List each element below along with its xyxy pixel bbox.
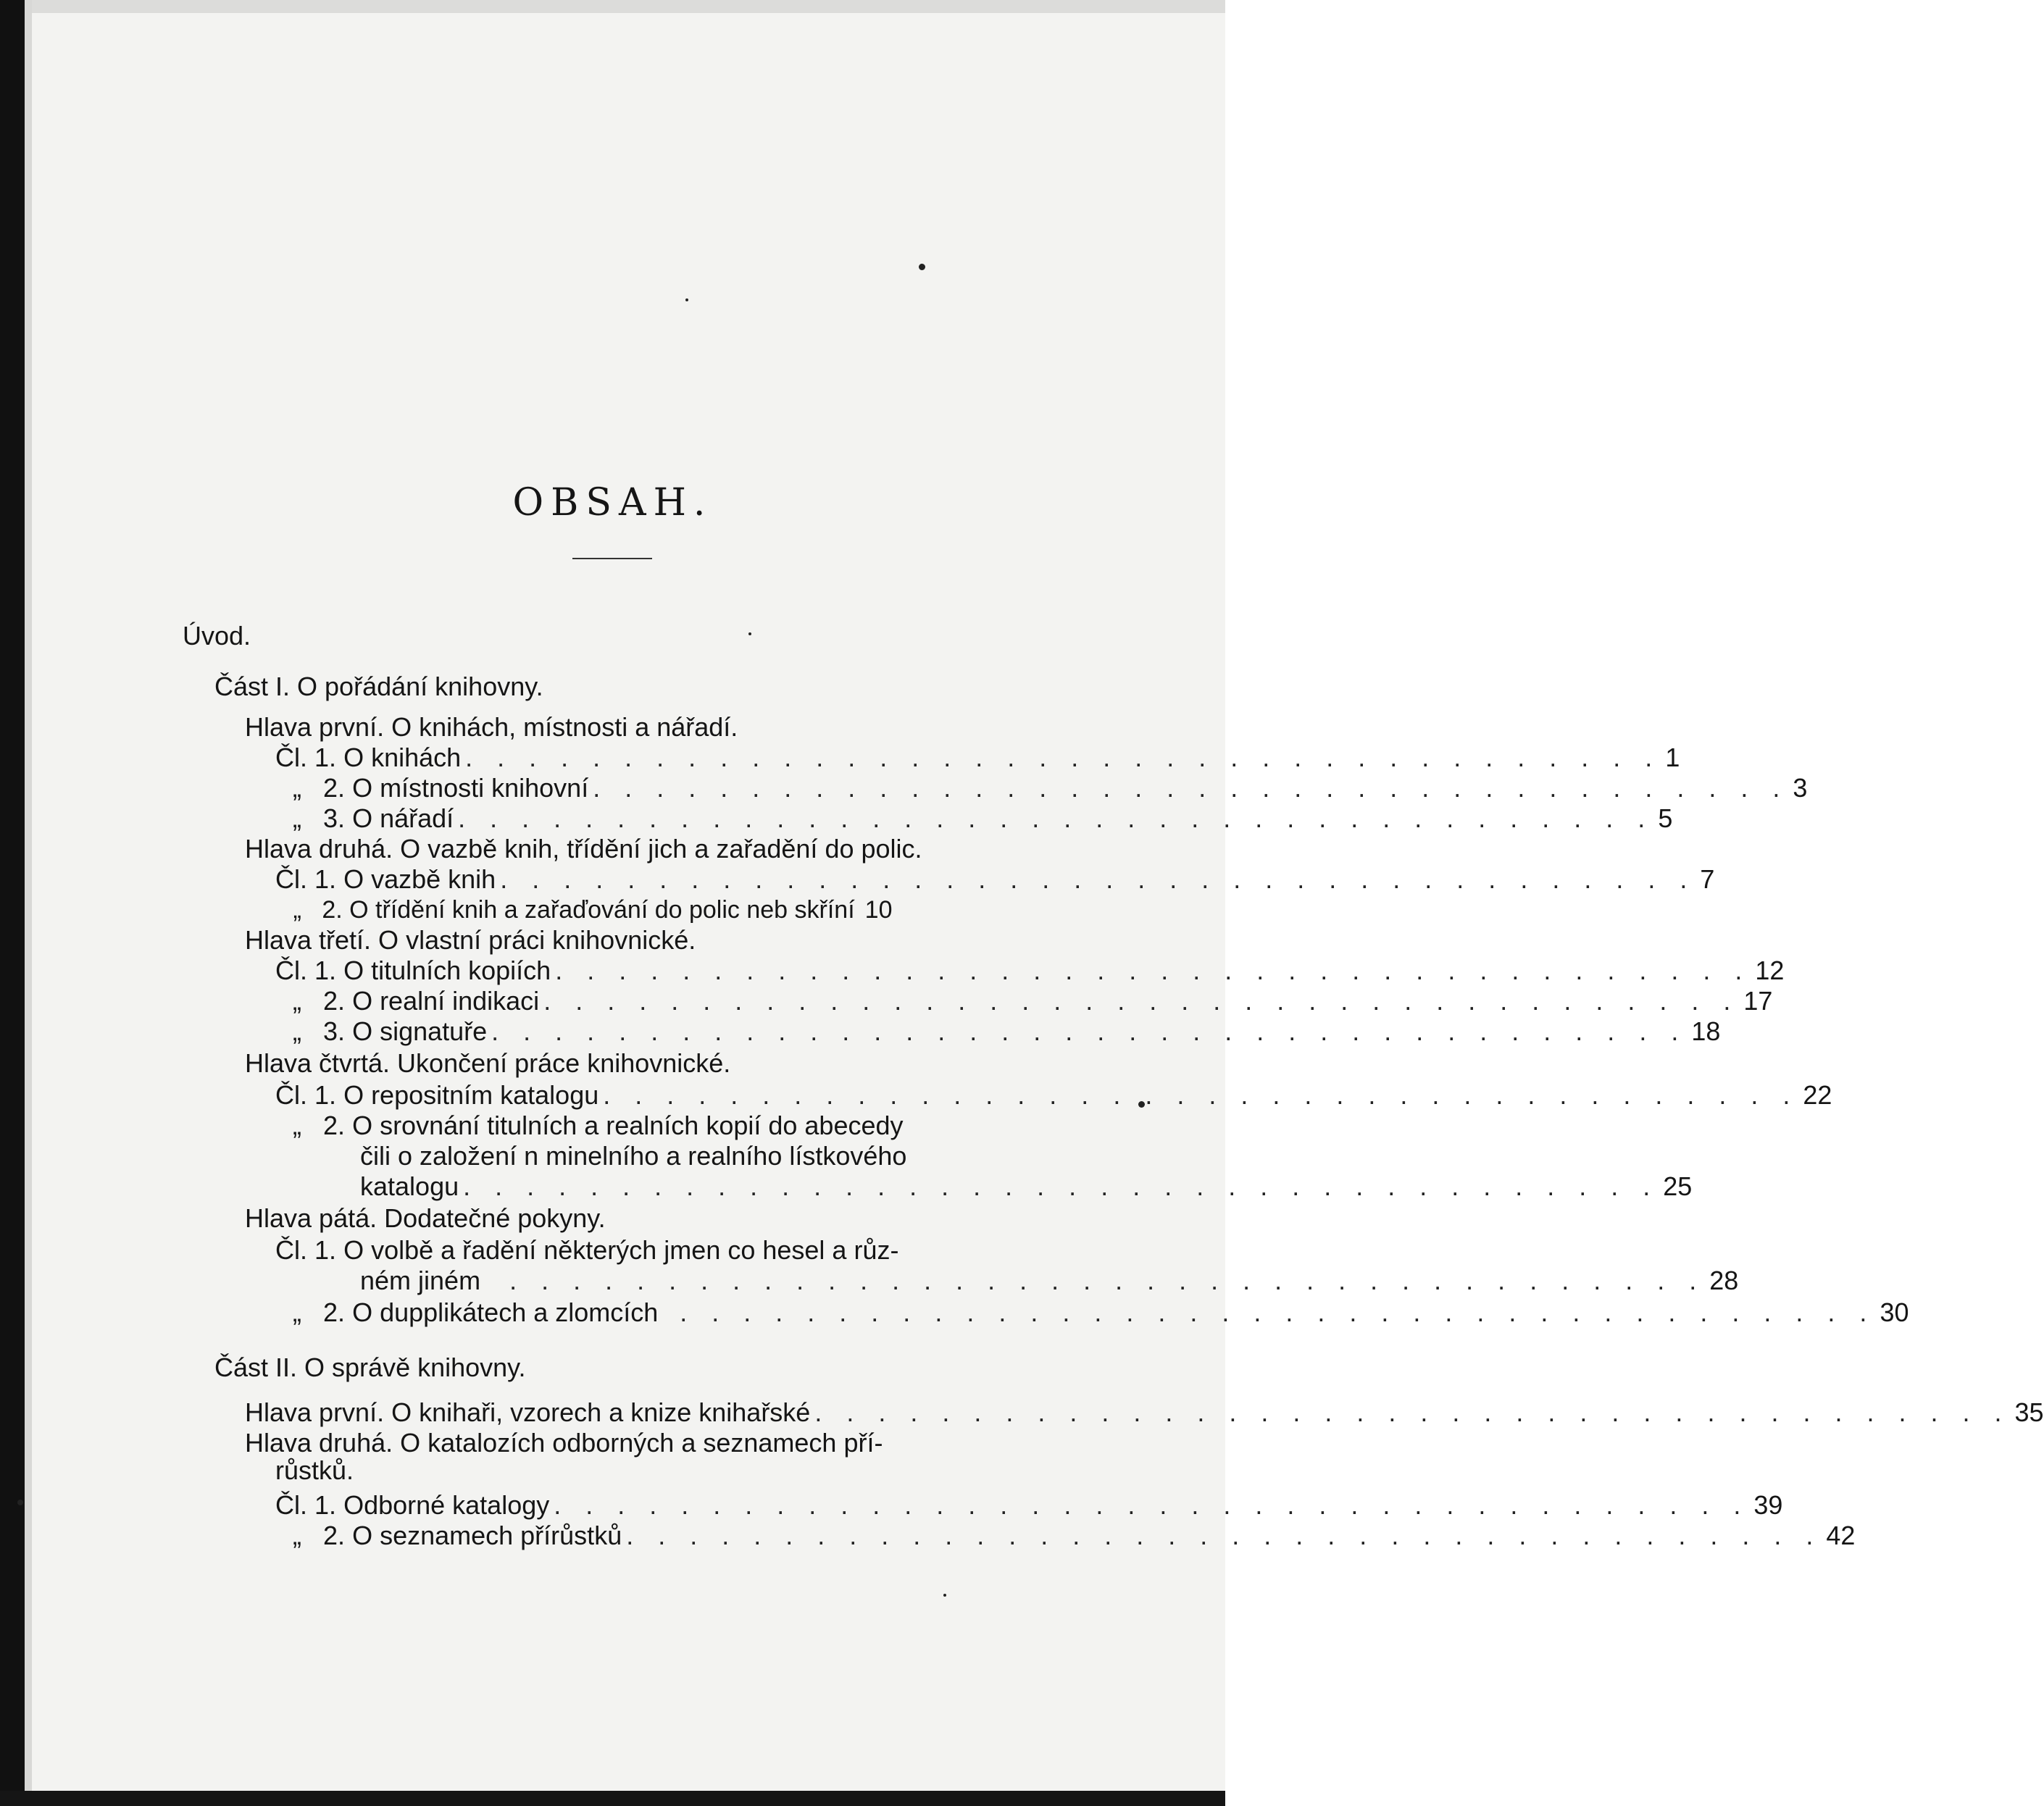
toc-leader-dots: . . . . . . . . . . . . . . . . . . . . . . . . . . . . . . . . . . . . . . (814, 1397, 2011, 1427)
toc-page-number: 7 (1700, 864, 1715, 894)
toc-page-number: 25 (1663, 1171, 1693, 1201)
toc-entry-prefix: Čl. (275, 1080, 307, 1110)
toc-entry-multiline (275, 1234, 898, 1266)
toc-entry-prefix: Čl. (275, 1490, 307, 1520)
toc-page-number: 3 (1793, 773, 1808, 803)
toc-part-1-heading: Část I. O pořádání knihovny. (214, 672, 543, 701)
toc-entry (275, 1016, 1721, 1048)
toc-entry-prefix: Čl. (275, 864, 307, 894)
toc-chapter-heading-line-1: Hlava druhá. O katalozích odborných a seznamech pří- (245, 1428, 883, 1458)
toc-entry-continuation (360, 1265, 1739, 1297)
toc-leader-dots: . . . . . . . . . . . . . . . . . . . . . . . . . . . . . . . . . . . . . . (555, 956, 1751, 985)
toc-page-number: 35 (2014, 1397, 2044, 1427)
toc-leader-dots: . . . . . . . . . . . . . . . . . . . . . . . . . . . . . . . . . . . . . . (458, 803, 1654, 833)
toc-entry-label-line-1: O volbě a řadění některých jmen co hesel a růz- (343, 1235, 899, 1265)
toc-page-number: 10 (864, 896, 893, 924)
toc-entry-prefix: Čl. (275, 1235, 307, 1265)
toc-leader-dots: . . . . . . . . . . . . . . . . . . . . . . . . . . . . . . . . . . . . . . (554, 1490, 1750, 1520)
toc-entry (275, 1520, 1856, 1552)
toc-entry-label: O repositním katalogu (343, 1080, 599, 1110)
toc-entry-prefix: „ (293, 1521, 301, 1550)
toc-entry-prefix: „ (293, 1016, 301, 1046)
toc-entry-continuation (360, 1171, 1693, 1203)
toc-entry-label: O třídění knih a zařaďování do polic neb skříní (349, 896, 855, 924)
toc-page-number: 28 (1709, 1266, 1739, 1295)
toc-part-2-heading: Část II. O správě knihovny. (214, 1353, 526, 1382)
toc-entry (275, 955, 1785, 987)
toc-entry (275, 1297, 1909, 1329)
toc-page-number: 39 (1753, 1490, 1783, 1520)
toc-entry-label: O nářadí (352, 803, 454, 833)
toc-entry (275, 894, 1074, 926)
toc-page-number: 5 (1658, 803, 1673, 833)
toc-entry-number: 1. (314, 864, 337, 894)
toc-entry (275, 742, 1680, 774)
toc-entry-number: 2. (322, 896, 343, 924)
toc-entry-number: 3. (323, 803, 346, 833)
toc-entry-number: 2. (323, 986, 346, 1016)
toc-leader-dots: . . . . . . . . . . . . . . . . . . . . . . . . . . . . . . . . . . . . . . (593, 773, 1789, 803)
toc-leader-dots: . . . . . . . . . . . . . . . . . . . . . . . . . . . . . . . . . . . . . . (603, 1080, 1799, 1110)
toc-page-number: 18 (1691, 1016, 1721, 1046)
toc-entry-label: O titulních kopiích (343, 956, 551, 985)
toc-entry (245, 1397, 2044, 1429)
toc-entry-number: 1. (314, 1235, 337, 1265)
toc-leader-dots: . . . . . . . . . . . . . . . . . . . . . . . . . . . . . . . . . . . . . . (463, 1171, 1659, 1201)
toc-leader-dots: . . . . . . . . . . . . . . . . . . . . . . . . . . . . . . . . . . . . . . (680, 1297, 1876, 1327)
toc-entry-label: Odborné katalogy (343, 1490, 550, 1520)
toc-page-number: 17 (1743, 986, 1773, 1016)
toc-entry-label: O vazbě knih (343, 864, 496, 894)
toc-page-number: 30 (1880, 1297, 1909, 1327)
toc-entry-number: 1. (314, 1490, 337, 1520)
toc-entry-label: O realní indikaci (352, 986, 540, 1016)
toc-entry (275, 1489, 1783, 1521)
toc-leader-dots: . . . . . . . . . . . . . . . . . . . . . . . . . . . . . . . . . . . . . . (491, 1016, 1688, 1046)
toc-entry-prefix: „ (293, 986, 301, 1016)
toc-chapter-heading-line-2: růstků. (275, 1455, 354, 1485)
toc-chapter-label: Hlava první. O knihaři, vzorech a knize knihařské (245, 1397, 811, 1427)
toc-entry-number: 2. (323, 773, 346, 803)
toc-entry-prefix: Čl. (275, 743, 307, 772)
toc-leader-dots: . . . . . . . . . . . . . . . . . . . . . . . . . . . . . . . . . . . . . . (500, 864, 1696, 894)
toc-leader-dots: . . . . . . . . . . . . . . . . . . . . . . . . . . . . . . . . . . . . . . (543, 986, 1740, 1016)
toc-chapter-heading: Hlava první. O knihách, místnosti a nářadí. (245, 712, 738, 742)
toc-entry-multiline (275, 1110, 904, 1142)
toc-entry-number: 1. (314, 1080, 337, 1110)
toc-entry-label-line-2: čili o založení n minelního a realního lístkového (360, 1141, 907, 1171)
toc-page-number: 42 (1826, 1521, 1856, 1550)
toc-entry-label: O signatuře (352, 1016, 488, 1046)
toc-entry-label-line-1: O srovnání titulních a realních kopií do abecedy (352, 1111, 904, 1140)
toc-chapter-heading: Hlava druhá. O vazbě knih, třídění jich a zařadění do polic. (245, 834, 922, 864)
toc-page-number: 1 (1665, 743, 1680, 772)
toc-entry (275, 985, 1773, 1017)
toc-chapter-heading: Hlava třetí. O vlastní práci knihovnické. (245, 925, 696, 955)
toc-entry-label: O seznamech přírůstků (352, 1521, 622, 1550)
toc-entry-label-line-3: katalogu (360, 1171, 459, 1201)
toc-entry (275, 864, 1715, 895)
toc-entry-prefix: „ (293, 1297, 301, 1327)
toc-leader-dots: . . . . . . . . . . . . . . . . . . . . . . . . . . . . . . . . . . . . . . (626, 1521, 1822, 1550)
toc-page-number: 22 (1803, 1080, 1832, 1110)
toc-entry-label-line-2: ném jiném (360, 1266, 481, 1295)
toc-entry-number: 3. (323, 1016, 346, 1046)
toc-entry-number: 2. (323, 1297, 346, 1327)
toc-entry-label: O dupplikátech a zlomcích (352, 1297, 659, 1327)
toc-entry-number: 2. (323, 1111, 346, 1140)
toc-leader-dots: . . . . . . . . . . . . . . . . . . . . . . . . . . . . . . . . . . . . . . (509, 1266, 1706, 1295)
toc-entry-label: O místnosti knihovní (352, 773, 589, 803)
toc-entry-label: O knihách (343, 743, 462, 772)
toc-entry-prefix: „ (293, 896, 301, 924)
toc-entry-prefix: „ (293, 1111, 301, 1140)
toc-chapter-heading: Hlava čtvrtá. Ukončení práce knihovnické. (245, 1048, 731, 1078)
toc-entry-prefix: „ (293, 803, 301, 833)
toc-entry-number: 1. (314, 956, 337, 985)
toc-entry (275, 803, 1673, 835)
page-title: OBSAH. (512, 481, 713, 524)
toc-entry-prefix: „ (293, 773, 301, 803)
toc-leader-dots: . . . . . . . . . . . . . . . . . . . . . . . . . . . . . . . . . . . . . . (465, 743, 1661, 772)
toc-entry (275, 1079, 1832, 1111)
toc-entry-number: 1. (314, 743, 337, 772)
toc-chapter-heading: Hlava pátá. Dodatečné pokyny. (245, 1203, 606, 1233)
toc-intro: Úvod. (183, 621, 251, 651)
toc-entry (275, 772, 1808, 804)
toc-entry-prefix: Čl. (275, 956, 307, 985)
toc-entry-number: 2. (323, 1521, 346, 1550)
toc-page-number: 12 (1755, 956, 1785, 985)
